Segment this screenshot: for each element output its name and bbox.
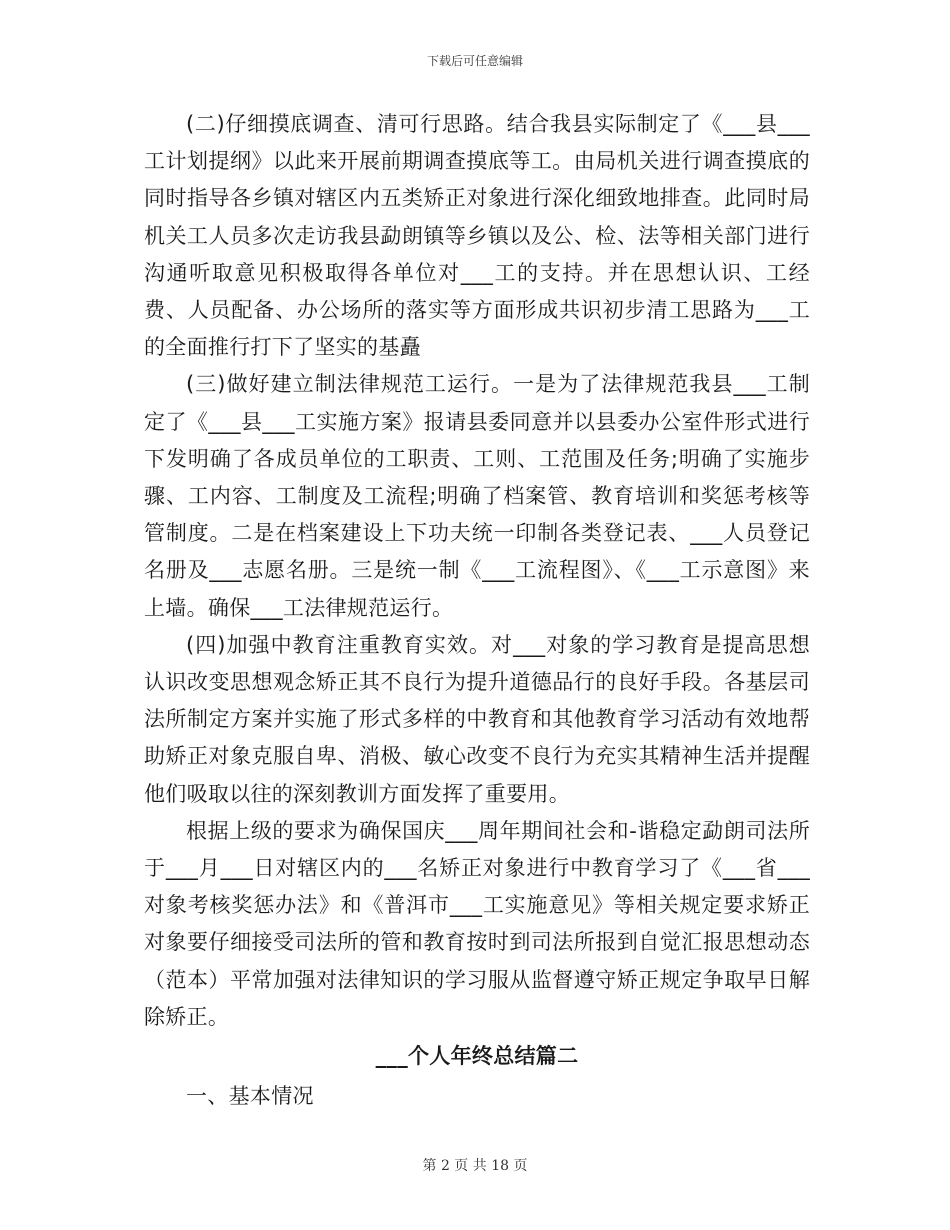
document-body (144, 106, 810, 1116)
section-title: ___个人年终总结篇二 (375, 1044, 579, 1069)
page-header-note: 下载后可任意编辑 (426, 54, 523, 68)
subheading-basic-situation: 一、基本情况 (186, 1084, 314, 1109)
paragraph-national-day: 根据上级的要求为确保国庆___周年期间社会和-谐稳定勐朗司法所于___月___日对辖区内的___名矫正对象进行中教育学习了《___省___对象考核奖惩办法》和《普洱市___工实施意见》等相关规定要求矫正对象要仔细接受司法所的管和教育按时到司法所报到自觉汇报思想动态（范本）平常加强对法律知识的学习服从监督遵守矫正规定争取早日解除矫正。 (144, 818, 810, 1029)
paragraph-investigation: (二)仔细摸底调查、清可行思路。结合我县实际制定了《___县___工计划提纲》以此来开展前期调查摸底等工。由局机关进行调查摸底的同时指导各乡镇对辖区内五类矫正对象进行深化细致地排查。此同时局机关工人员多次走访我县勐朗镇等乡镇以及公、检、法等相关部门进行沟通听取意见积极取得各单位对___工的支持。并在思想认识、工经费、人员配备、办公场所的落实等方面形成共识初步清工思路为___工的全面推行打下了坚实的基矗 (144, 112, 810, 360)
paragraph-education: (四)加强中教育注重教育实效。对___对象的学习教育是提高思想认识改变思想观念矫正其不良行为提升道德品行的良好手段。各基层司法所制定方案并实施了形式多样的中教育和其他教育学习活动有效地帮助矫正对象克服自卑、消极、敏心改变不良行为充实其精神生活并提醒他们吸取以往的深刻教训方面发挥了重要用。 (144, 632, 810, 806)
page-number-footer: 第 2 页 共 18 页 (422, 1158, 528, 1174)
paragraph-legal-norms: (三)做好建立制法律规范工运行。一是为了法律规范我县___工制定了《___县___工实施方案》报请县委同意并以县委办公室件形式进行下发明确了各成员单位的工职责、工则、工范围及任务;明确了实施步骤、工内容、工制度及工流程;明确了档案管、教育培训和奖惩考核等管制度。二是在档案建设上下功夫统一印制各类登记表、___人员登记名册及___志愿名册。三是统一制《___工流程图》、《___工示意图》来上墙。确保___工法律规范运行。 (144, 372, 810, 620)
